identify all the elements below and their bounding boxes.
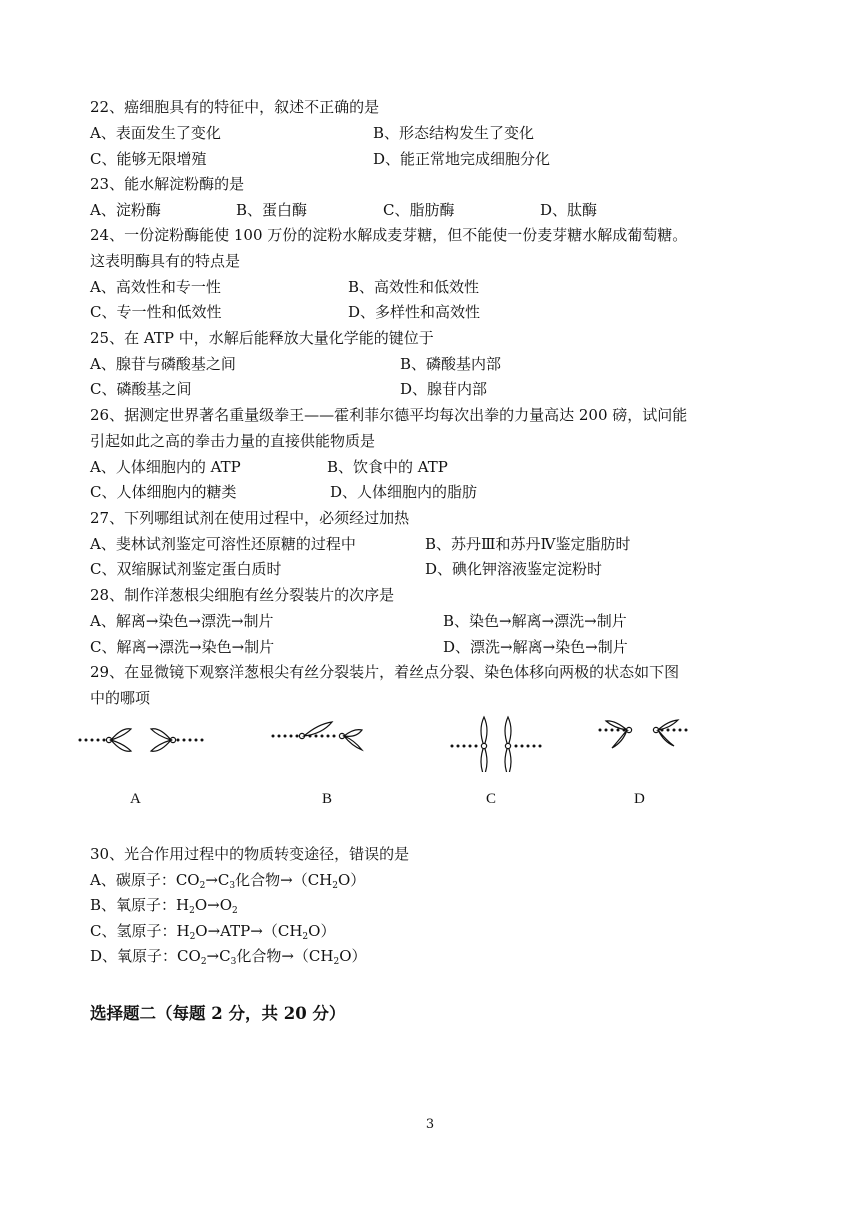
q27-option-b: B、苏丹Ⅲ和苏丹Ⅳ鉴定脂肪时 xyxy=(425,535,631,553)
q23-option-c: C、脂肪酶 xyxy=(383,201,455,219)
q23-option-d: D、肽酶 xyxy=(540,201,598,219)
q26-option-a: A、人体细胞内的 ATP xyxy=(90,458,241,476)
q25-option-b: B、磷酸基内部 xyxy=(400,355,502,373)
page-number: 3 xyxy=(425,1117,435,1132)
figure-c xyxy=(451,717,542,772)
q30-option-c: C、氢原子：$H_2O\to ATP\to(CH_2O)$ xyxy=(90,922,336,942)
section-heading: 选择题二（每题 2 分，共 20 分） xyxy=(90,1004,346,1023)
q23-option-a: A、淀粉酶 xyxy=(90,201,161,219)
q24-stem-line2: 这表明酶具有的特点是 xyxy=(90,252,241,270)
q24-stem-line1: 24、一份淀粉酶能使 100 万份的淀粉水解成麦芽糖，但不能使一份麦芽糖水解成葡萄糖。 xyxy=(90,226,688,244)
figure-a xyxy=(79,729,204,752)
q28-option-a: A、解离→染色→漂洗→制片 xyxy=(90,612,274,630)
q26-option-d: D、人体细胞内的脂肪 xyxy=(330,483,478,501)
figure-d xyxy=(599,720,688,748)
q24-option-d: D、多样性和高效性 xyxy=(348,303,481,321)
q22-stem: 22、癌细胞具有的特征中，叙述不正确的是 xyxy=(90,98,380,116)
q28-option-d: D、漂洗→解离→染色→制片 xyxy=(443,638,628,656)
q23-stem: 23、能水解淀粉酶的是 xyxy=(90,175,245,193)
q29-stem-line2: 中的哪项 xyxy=(90,689,151,707)
q28-option-b: B、染色→解离→漂洗→制片 xyxy=(443,612,627,630)
q26-stem-line1: 26、据测定世界著名重量级拳王——霍利菲尔德平均每次出拳的力量高达 200 磅，试问能 xyxy=(90,406,688,424)
q26-option-c: C、人体细胞内的糖类 xyxy=(90,483,237,501)
q25-option-c: C、磷酸基之间 xyxy=(90,380,192,398)
q24-option-b: B、高效性和低效性 xyxy=(348,278,480,296)
q28-option-c: C、解离→漂洗→染色→制片 xyxy=(90,638,275,656)
q27-option-c: C、双缩脲试剂鉴定蛋白质时 xyxy=(90,560,282,578)
q26-stem-line2: 引起如此之高的拳击力量的直接供能物质是 xyxy=(90,432,376,450)
figure-label-c: C xyxy=(486,791,497,807)
q30-option-b: B、氧原子：$H_2O\to O_2$ xyxy=(90,896,238,916)
q30-option-d: D、氧原子：$CO_2\to C_3$化合物$\to(CH_2O)$ xyxy=(90,947,367,967)
figure-b xyxy=(272,722,363,750)
q25-option-d: D、腺苷内部 xyxy=(400,380,488,398)
q22-option-d: D、能正常地完成细胞分化 xyxy=(373,150,551,168)
q27-stem: 27、下列哪组试剂在使用过程中，必须经过加热 xyxy=(90,509,410,527)
q24-option-c: C、专一性和低效性 xyxy=(90,303,222,321)
q30-stem: 30、光合作用过程中的物质转变途径，错误的是 xyxy=(90,845,410,863)
q25-option-a: A、腺苷与磷酸基之间 xyxy=(90,355,236,373)
q25-stem: 25、在 ATP 中，水解后能释放大量化学能的键位于 xyxy=(90,329,434,347)
q22-option-b: B、形态结构发生了变化 xyxy=(373,124,535,142)
figure-label-d: D xyxy=(634,791,645,807)
q23-option-b: B、蛋白酶 xyxy=(236,201,308,219)
q28-stem: 28、制作洋葱根尖细胞有丝分裂装片的次序是 xyxy=(90,586,395,604)
chromosome-figure xyxy=(70,712,710,772)
q26-option-b: B、饮食中的 ATP xyxy=(327,458,448,476)
q27-option-d: D、碘化钾溶液鉴定淀粉时 xyxy=(425,560,603,578)
q24-option-a: A、高效性和专一性 xyxy=(90,278,221,296)
q30-option-a: A、碳原子：$CO_2\to C_3$化合物$\to(CH_2O)$ xyxy=(90,871,366,891)
q27-option-a: A、斐林试剂鉴定可溶性还原糖的过程中 xyxy=(90,535,356,553)
figure-label-a: A xyxy=(130,791,141,807)
figure-label-b: B xyxy=(322,791,333,807)
q22-option-a: A、表面发生了变化 xyxy=(90,124,221,142)
q29-stem-line1: 29、在显微镜下观察洋葱根尖有丝分裂装片，着丝点分裂、染色体移向两极的状态如下图 xyxy=(90,663,680,681)
q22-option-c: C、能够无限增殖 xyxy=(90,150,207,168)
